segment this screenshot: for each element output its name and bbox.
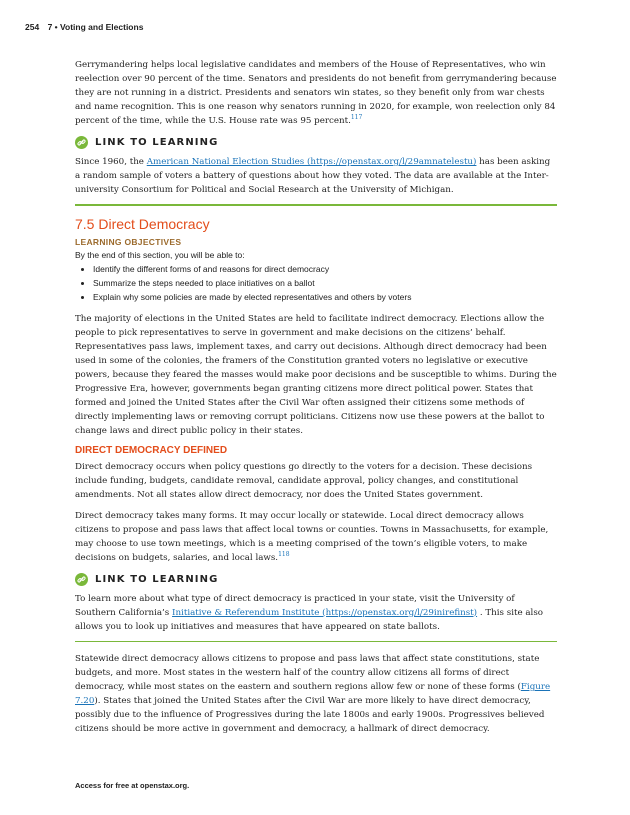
- divider: [75, 204, 557, 206]
- page-footer: Access for free at openstax.org.: [75, 781, 190, 790]
- page-number: 254: [25, 22, 40, 32]
- footnote-ref-117[interactable]: 117: [350, 114, 363, 122]
- learning-objectives-intro: By the end of this section, you will be able to:: [75, 249, 245, 260]
- link-to-learning-text: [75, 592, 557, 634]
- paragraph-text: Direct democracy takes many forms. It may occur locally or statewide. Local direct democracy allows citizens to propose and pass laws that affect local towns or counties. Towns in Massachusetts, for example, may choose to use town meetings, which is a meeting comprised of the town’s eligible voters, to make decisions on budgets, salaries, and local laws.: [75, 510, 549, 563]
- anes-link[interactable]: American National Election Studies (https://openstax.org/l/29amnatelestu): [146, 157, 477, 167]
- iri-link[interactable]: Initiative & Referendum Institute (https://openstax.org/l/29inirefinst): [172, 607, 478, 618]
- section-title: 7.5 Direct Democracy: [75, 215, 210, 232]
- link-to-learning-title: LINK TO LEARNING: [95, 573, 219, 585]
- text-segment: has been asking a random sample of voters a battery of questions about how they voted. The data are available at the Inter-university Consortium for Political and Social Research at the University of Michigan.: [75, 157, 551, 195]
- figure-link[interactable]: Figure 7.20: [75, 682, 551, 706]
- footnote-ref-118[interactable]: 118: [278, 550, 290, 558]
- page-header: [25, 22, 143, 32]
- learning-objectives-title: LEARNING OBJECTIVES: [75, 236, 182, 247]
- list-item: • Identify the different forms of and reasons for direct democracy: [93, 262, 557, 276]
- text-segment: ). States that joined the United States after the Civil War are more likely to have direct democracy, possibly due to the influence of Progressives during the late 1800s and early 1900s. Progressives believed citizens should be more active in government and democracy, a hallmark of direct democracy.: [75, 696, 545, 734]
- list-item: • Summarize the steps needed to place initiatives on a ballot: [93, 276, 557, 290]
- link-to-learning-text: [75, 155, 557, 197]
- text-segment: To learn more about what type of direct democracy is practiced in your state, visit the University of Southern California’s: [75, 593, 515, 618]
- text-segment: Since 1960, the: [75, 157, 147, 167]
- subheading: DIRECT DEMOCRACY DEFINED: [75, 444, 228, 456]
- link-icon: [75, 136, 88, 149]
- link-icon: [75, 573, 88, 586]
- text-segment: . This site also allows you to look up initiatives and measures that have appeared on state ballots.: [75, 607, 544, 632]
- link-to-learning-title: LINK TO LEARNING: [95, 137, 219, 148]
- page-content: [75, 58, 557, 743]
- chapter-title: 7 • Voting and Elections: [47, 22, 144, 32]
- paragraph-gerrymandering: [75, 58, 557, 128]
- text-segment: Statewide direct democracy allows citizens to propose and pass laws that affect state constitutions, state budgets, and more. Most states in the western half of the country allow citizens all forms of direct democracy, while most states on the eastern and southern regions allow few or none of these forms (: [75, 654, 540, 692]
- link-to-learning-heading: [75, 573, 557, 586]
- link-to-learning-heading: [75, 136, 557, 149]
- paragraph-text: Gerrymandering helps local legislative candidates and members of the House of Representatives, who win reelection over 90 percent of the time. Senators and presidents do not benefit from gerrymandering because they are not running in a district. Presidents and senators win states, so they benefit only from war chests and name recognition. This is one reason why senators running in 2020, for example, won reelection only 84 percent of the time, while the U.S. House rate was 95 percent.: [75, 60, 557, 126]
- paragraph-indirect-democracy: The majority of elections in the United States are held to facilitate indirect democracy. Elections allow the people to pick representatives to serve in government and make decisions on the citizens’ behalf. Representatives pass laws, implement taxes, and carry out decisions. Although direct democracy had been used in some of the colonies, the framers of the Constitution granted voters no legislative or executive powers, because they feared the masses would make poor decisions and be susceptible to whims. During the Progressive Era, however, governments began granting citizens more direct political power. States that formed and joined the United States after the Civil War often assigned their citizens some methods of directly implementing laws or removing corrupt politicians. Citizens now use these powers at the ballot to change laws and direct public policy in their states.: [75, 313, 557, 436]
- paragraph-forms: [75, 509, 557, 565]
- paragraph-statewide: [75, 652, 557, 736]
- learning-objectives-list: [75, 262, 557, 304]
- paragraph-definition: Direct democracy occurs when policy questions go directly to the voters for a decision. These decisions include funding, budgets, candidate removal, candidate approval, policy changes, and constitutional amendments. Not all states allow direct democracy, nor does the United States government.: [75, 461, 533, 500]
- divider: [75, 641, 557, 643]
- list-item: • Explain why some policies are made by elected representatives and others by voters: [93, 290, 557, 304]
